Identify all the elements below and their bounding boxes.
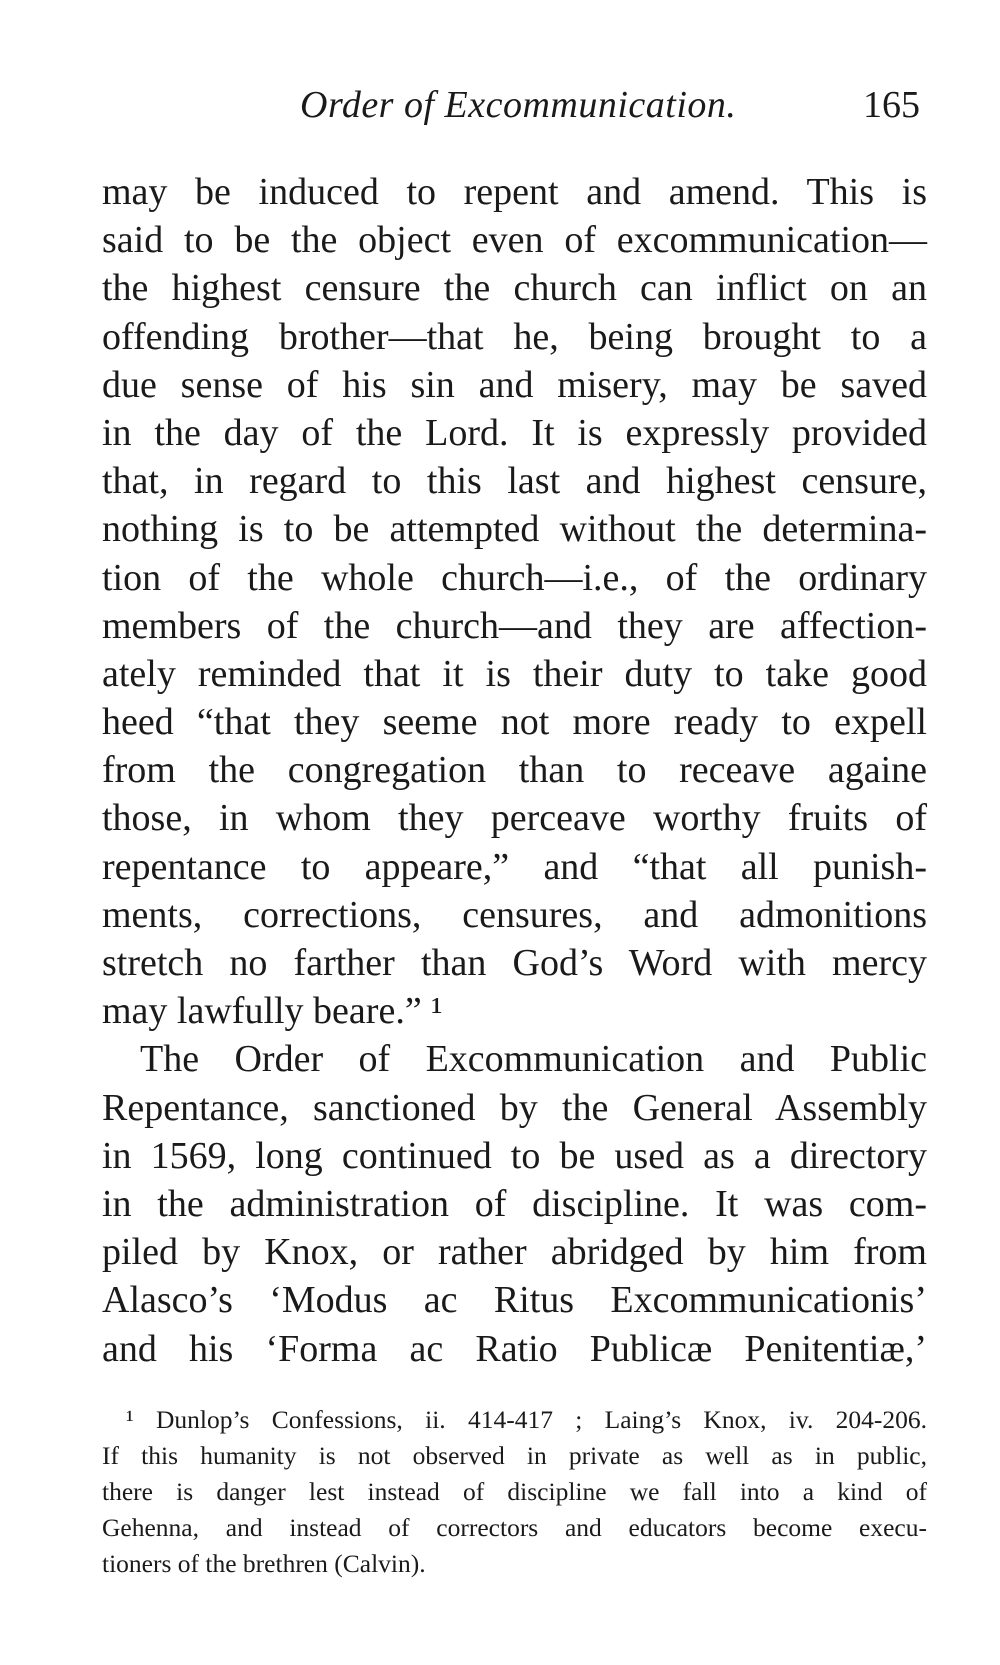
body-line: repentance to appeare,” and “that all punish- [102, 845, 927, 888]
footnote-line: ¹ Dunlop’s Confessions, ii. 414-417 ; Laing’s Knox, iv. 204-206. [126, 1405, 927, 1434]
body-line: that, in regard to this last and highest censure, [102, 460, 927, 503]
page-number: 165 [863, 84, 920, 126]
body-line: in the day of the Lord. It is expressly provided [102, 411, 927, 454]
body-line: in the administration of discipline. It was com- [102, 1182, 927, 1225]
body-line: may be induced to repent and amend. This is [102, 171, 927, 213]
body-line: said to be the object even of excommunication— [102, 219, 927, 262]
body-line: Repentance, sanctioned by the General Assembly [102, 1086, 927, 1129]
body-line: piled by Knox, or rather abridged by him from [102, 1231, 927, 1274]
body-line: the highest censure the church can inflict on an [102, 267, 927, 310]
footnote-line: Gehenna, and instead of correctors and educators become execu- [102, 1513, 927, 1542]
body-line: due sense of his sin and misery, may be saved [102, 363, 927, 406]
body-line: stretch no farther than God’s Word with mercy [102, 942, 927, 984]
body-line: ately reminded that it is their duty to take good [102, 652, 927, 695]
body-line: heed “that they seeme not more ready to expell [102, 701, 927, 744]
body-line: may lawfully beare.” ¹ [102, 990, 443, 1033]
body-line: tion of the whole church—i.e., of the ordinary [102, 556, 927, 599]
footnotes [102, 1402, 927, 1582]
body-line: from the congregation than to receave againe [102, 749, 927, 792]
body-line: offending brother—that he, being brought to a [102, 315, 927, 358]
body-line: The Order of Excommunication and Public [140, 1038, 927, 1081]
footnote-line: there is danger lest instead of discipline we fall into a kind of [102, 1477, 927, 1506]
body-line: ments, corrections, censures, and admonitions [102, 893, 927, 936]
body-line: in 1569, long continued to be used as a directory [102, 1134, 927, 1177]
body-text [102, 168, 927, 1373]
footnote-line: If this humanity is not observed in private as well as in public, [102, 1441, 927, 1470]
running-title: Order of Excommunication. [300, 84, 737, 126]
body-line: members of the church—and they are affection- [102, 604, 927, 647]
footnote-line: tioners of the brethren (Calvin). [102, 1549, 426, 1578]
body-line: and his ‘Forma ac Ratio Publicæ Penitentiæ,’ [102, 1327, 927, 1370]
body-line: nothing is to be attempted without the determina- [102, 508, 927, 551]
running-head [0, 80, 1000, 130]
body-line: those, in whom they perceave worthy fruits of [102, 797, 927, 840]
body-line: Alasco’s ‘Modus ac Ritus Excommunicationis’ [102, 1279, 927, 1322]
